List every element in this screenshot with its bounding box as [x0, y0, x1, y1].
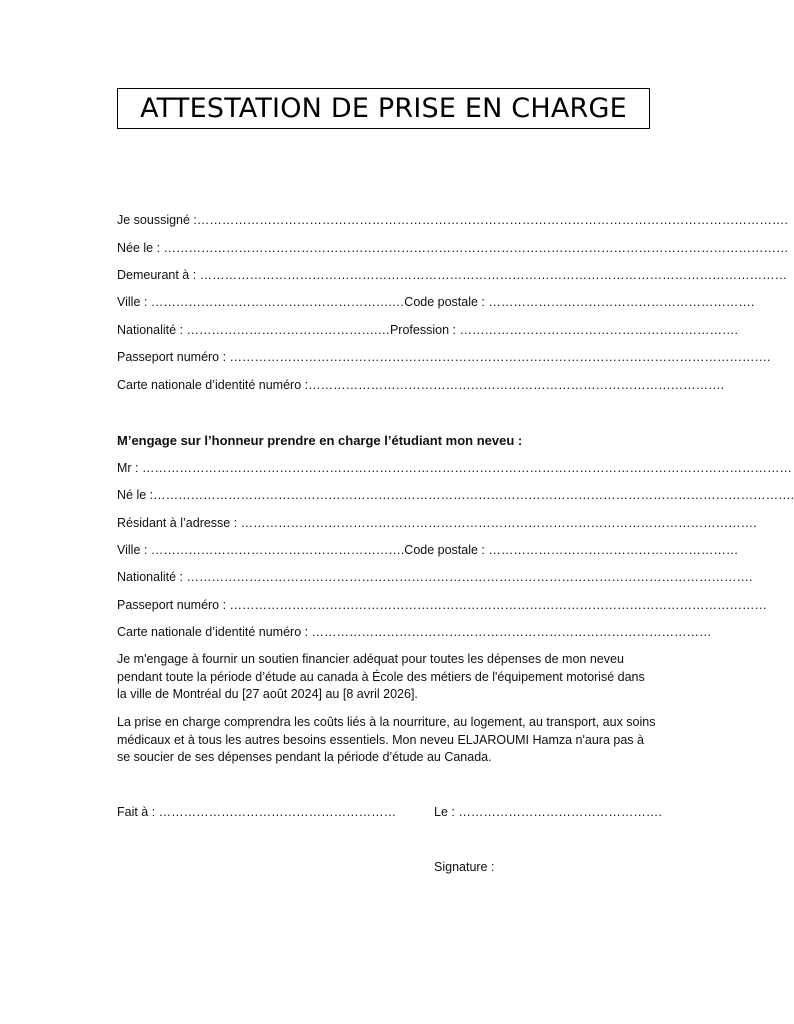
field-fait-a: Fait à : ………………………………………………… [117, 805, 397, 819]
signature-label: Signature : [434, 860, 495, 874]
row-student-ville-code-postale [117, 542, 739, 558]
paragraph-financial-support: Je m'engage à fournir un soutien financier adéquat pour toutes les dépenses de mon neveu pendant toute la période d’étude au canada à École des métiers de l'équipement motorisé dans la ville de Montréal du [27 août 2024] au [8 avril 2026]. [117, 652, 645, 701]
field-student-passeport: Passeport numéro : ………………………………………………………………………………………………………………… [117, 598, 768, 612]
field-residant: Résidant à l’adresse : ……………………………………………………………………………………………………………. [117, 516, 757, 530]
field-ne-le: Né le :………………………………………………………………………………………………………………………………………. [117, 488, 794, 502]
field-demeurant: Demeurant à : …………………………………………………………………………………………………………………………… [117, 268, 788, 282]
field-ville: Ville : ………………………………………………….… [117, 295, 405, 309]
field-student-code-postale: Code postale : …………………………………………………… [404, 543, 739, 557]
field-nee-le: Née le : …………………………………………………………………………………………………………………………………… [117, 241, 789, 255]
paragraph-coverage: La prise en charge comprendra les coûts liés à la nourriture, au logement, au transport, aux soins médicaux et à tous les autres besoins essentiels. Mon neveu ELJAROUMI Hamza n'aura pas à se soucier de ses dépenses pendant la période d’étude au Canada. [117, 715, 656, 764]
field-student-nationalite: Nationalité : ………………………………………………………………………………………………………………………. [117, 570, 753, 584]
field-le: Le : …………………………………………. [434, 805, 662, 819]
field-code-postale: Code postale : ………………………………………………………. [404, 295, 755, 309]
engagement-heading: M’engage sur l’honneur prendre en charge l’étudiant mon neveu : [117, 433, 523, 448]
field-je-soussigne: Je soussigné :……………………………………………………………………………………………………………………………. [117, 213, 788, 227]
field-nationalite: Nationalité : ……………………………………….… [117, 323, 390, 337]
field-profession: Profession : …………………………………………………………. [389, 323, 738, 337]
field-mr: Mr : ………………………………………………………………………………………………………………………………………… [117, 461, 792, 475]
field-student-carte-identite: Carte nationale d’identité numéro : …………………………………………………………………………………… [117, 625, 712, 639]
field-passeport: Passeport numéro : …………………………………………………………………………………………………………………. [117, 350, 771, 364]
title-box [117, 88, 650, 129]
document-title: ATTESTATION DE PRISE EN CHARGE [140, 93, 627, 124]
row-ville-code-postale [117, 294, 755, 310]
field-carte-identite: Carte nationale d’identité numéro :………………………………………………………………………………………. [117, 378, 725, 392]
field-student-ville: Ville : ……………………………………………………. [117, 543, 405, 557]
row-nationalite-profession [117, 322, 738, 338]
